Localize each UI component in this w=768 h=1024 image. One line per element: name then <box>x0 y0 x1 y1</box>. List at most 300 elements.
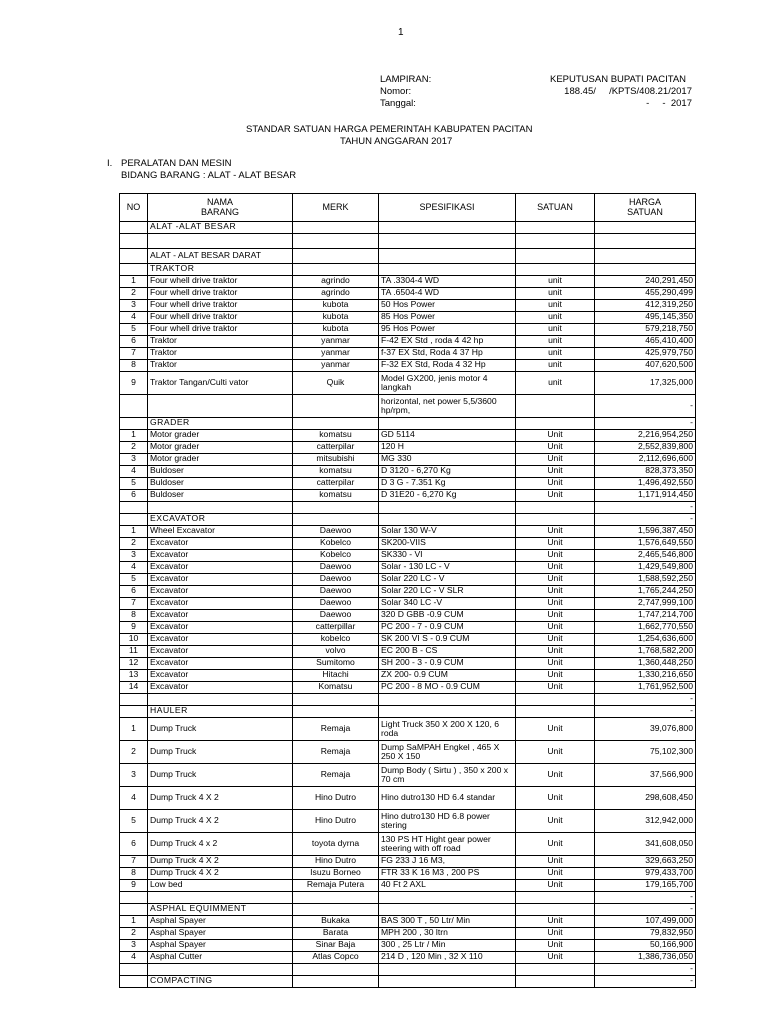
cell-nama: Asphal Spayer <box>148 916 293 928</box>
cell-no: 6 <box>120 490 148 502</box>
cell-no: 2 <box>120 538 148 550</box>
cell-har: 39,076,800 <box>595 718 696 741</box>
cell-sat: unit <box>516 360 595 372</box>
cell-spec: Solar - 130 LC - V <box>379 562 516 574</box>
document-title: STANDAR SATUAN HARGA PEMERINTAH KABUPATEN PACITAN <box>246 124 533 135</box>
table-row <box>120 610 696 622</box>
cell-merk <box>293 976 379 988</box>
table-row <box>120 964 696 976</box>
cell-sat: Unit <box>516 574 595 586</box>
cell-sat <box>516 514 595 526</box>
cell-no <box>120 514 148 526</box>
cell-nama: ALAT -ALAT BESAR <box>148 222 293 234</box>
cell-har: 1,496,492,550 <box>595 478 696 490</box>
cell-no: 1 <box>120 718 148 741</box>
cell-no: 4 <box>120 787 148 810</box>
category-row <box>120 264 696 276</box>
cell-merk: kubota <box>293 324 379 336</box>
cell-sat: Unit <box>516 622 595 634</box>
cell-spec: F-42 EX Std , roda 4 42 hp <box>379 336 516 348</box>
table-row <box>120 372 696 395</box>
cell-nama: Traktor <box>148 348 293 360</box>
cell-har: 1,596,387,450 <box>595 526 696 538</box>
nomor-label: Nomor: <box>380 86 412 97</box>
cell-spec: Dump SaMPAH Engkel , 465 X 250 X 150 <box>379 741 516 764</box>
cell-sat: Unit <box>516 538 595 550</box>
cell-spec: PC 200 - 7 - 0.9 CUM <box>379 622 516 634</box>
cell-sat: Unit <box>516 810 595 833</box>
table-row <box>120 718 696 741</box>
cell-nama: Traktor Tangan/Culti vator <box>148 372 293 395</box>
cell-merk: komatsu <box>293 466 379 478</box>
cell-spec <box>379 222 516 234</box>
cell-har <box>595 222 696 234</box>
table-row <box>120 454 696 466</box>
cell-no: 3 <box>120 550 148 562</box>
cell-sat: Unit <box>516 610 595 622</box>
cell-no <box>120 222 148 234</box>
cell-har: 465,410,400 <box>595 336 696 348</box>
cell-spec: ZX 200- 0.9 CUM <box>379 670 516 682</box>
cell-har: - <box>595 514 696 526</box>
table-row <box>120 550 696 562</box>
table-row <box>120 622 696 634</box>
cell-sat: Unit <box>516 430 595 442</box>
cell-sat: unit <box>516 288 595 300</box>
cell-sat: Unit <box>516 598 595 610</box>
cell-sat: unit <box>516 372 595 395</box>
cell-spec: 95 Hos Power <box>379 324 516 336</box>
table-row <box>120 249 696 264</box>
cell-merk: Sinar Baja <box>293 940 379 952</box>
cell-har: - <box>595 964 696 976</box>
cell-nama: HAULER <box>148 706 293 718</box>
cell-har: 1,761,952,500 <box>595 682 696 694</box>
cell-sat: Unit <box>516 658 595 670</box>
cell-har: - <box>595 706 696 718</box>
lampiran-value: KEPUTUSAN BUPATI PACITAN <box>550 74 687 85</box>
cell-merk: Kobelco <box>293 550 379 562</box>
cell-sat <box>516 976 595 988</box>
cell-sat <box>516 502 595 514</box>
cell-har: 407,620,500 <box>595 360 696 372</box>
cell-no: 4 <box>120 312 148 324</box>
cell-spec: Solar 220 LC - V <box>379 574 516 586</box>
cell-nama: Four whell drive traktor <box>148 324 293 336</box>
cell-sat: Unit <box>516 741 595 764</box>
cell-no: 9 <box>120 622 148 634</box>
cell-nama: Excavator <box>148 586 293 598</box>
cell-spec: Solar 340 LC -V <box>379 598 516 610</box>
cell-merk: Bukaka <box>293 916 379 928</box>
cell-nama: Dump Truck 4 x 2 <box>148 833 293 856</box>
cell-sat: Unit <box>516 490 595 502</box>
cell-har: 2,552,839,800 <box>595 442 696 454</box>
table-row <box>120 526 696 538</box>
table-row <box>120 312 696 324</box>
cell-spec: Hino dutro130 HD 6.4 standar <box>379 787 516 810</box>
cell-har: 1,254,636,600 <box>595 634 696 646</box>
cell-sat: Unit <box>516 856 595 868</box>
table-row <box>120 490 696 502</box>
cell-sat: Unit <box>516 454 595 466</box>
cell-har: 455,290,499 <box>595 288 696 300</box>
cell-nama: Buldoser <box>148 466 293 478</box>
cell-sat: unit <box>516 312 595 324</box>
cell-no: 3 <box>120 300 148 312</box>
cell-spec <box>379 976 516 988</box>
cell-merk: Isuzu Borneo <box>293 868 379 880</box>
cell-merk: kubota <box>293 312 379 324</box>
cell-no <box>120 904 148 916</box>
cell-nama: Excavator <box>148 646 293 658</box>
cell-merk: volvo <box>293 646 379 658</box>
cell-nama: Excavator <box>148 574 293 586</box>
cell-spec: SH 200 - 3 - 0.9 CUM <box>379 658 516 670</box>
cell-merk: Daewoo <box>293 610 379 622</box>
cell-spec <box>379 904 516 916</box>
table-row <box>120 833 696 856</box>
table-row <box>120 300 696 312</box>
cell-merk <box>293 514 379 526</box>
cell-no: 7 <box>120 598 148 610</box>
cell-nama: Excavator <box>148 550 293 562</box>
cell-sat <box>516 395 595 418</box>
tanggal-label: Tanggal: <box>380 98 416 109</box>
cell-no: 5 <box>120 478 148 490</box>
cell-sat: unit <box>516 276 595 288</box>
cell-sat: Unit <box>516 928 595 940</box>
cell-sat: Unit <box>516 526 595 538</box>
cell-spec: Light Truck 350 X 200 X 120, 6 roda <box>379 718 516 741</box>
table-row <box>120 430 696 442</box>
document-subtitle: TAHUN ANGGARAN 2017 <box>340 136 453 147</box>
cell-spec <box>379 706 516 718</box>
cell-merk: Quik <box>293 372 379 395</box>
table-row <box>120 670 696 682</box>
table-row <box>120 586 696 598</box>
cell-nama: GRADER <box>148 418 293 430</box>
col-header-satuan: SATUAN <box>516 194 595 222</box>
cell-spec <box>379 694 516 706</box>
cell-merk: agrindo <box>293 276 379 288</box>
cell-spec: 130 PS HT Hight gear power steering with off road <box>379 833 516 856</box>
cell-sat: Unit <box>516 952 595 964</box>
cell-no: 4 <box>120 562 148 574</box>
cell-spec: MPH 200 , 30 ltrn <box>379 928 516 940</box>
cell-har: 240,291,450 <box>595 276 696 288</box>
cell-spec: 85 Hos Power <box>379 312 516 324</box>
cell-sat: unit <box>516 336 595 348</box>
cell-spec: 320 D GBB -0.9 CUM <box>379 610 516 622</box>
col-header-spesifikasi: SPESIFIKASI <box>379 194 516 222</box>
cell-nama: Motor grader <box>148 442 293 454</box>
cell-nama: Four whell drive traktor <box>148 312 293 324</box>
cell-merk <box>293 502 379 514</box>
cell-merk <box>293 264 379 276</box>
cell-nama: Asphal Spayer <box>148 940 293 952</box>
cell-har: 1,765,244,250 <box>595 586 696 598</box>
cell-nama: Four whell drive traktor <box>148 300 293 312</box>
cell-nama: EXCAVATOR <box>148 514 293 526</box>
cell-no <box>120 892 148 904</box>
cell-no: 12 <box>120 658 148 670</box>
table-row <box>120 764 696 787</box>
table-row <box>120 694 696 706</box>
cell-har: 1,360,448,250 <box>595 658 696 670</box>
table-row <box>120 658 696 670</box>
cell-no: 11 <box>120 646 148 658</box>
cell-spec <box>379 234 516 249</box>
table-row <box>120 787 696 810</box>
cell-sat: unit <box>516 324 595 336</box>
cell-har: 1,429,549,800 <box>595 562 696 574</box>
cell-nama: Asphal Spayer <box>148 928 293 940</box>
cell-merk <box>293 892 379 904</box>
cell-nama <box>148 502 293 514</box>
cell-merk: kubota <box>293 300 379 312</box>
cell-har: 107,499,000 <box>595 916 696 928</box>
cell-nama: Excavator <box>148 682 293 694</box>
cell-no: 5 <box>120 574 148 586</box>
cell-spec <box>379 964 516 976</box>
cell-spec: FTR 33 K 16 M3 , 200 PS <box>379 868 516 880</box>
cell-merk: Sumitomo <box>293 658 379 670</box>
cell-nama: Motor grader <box>148 430 293 442</box>
category-row <box>120 904 696 916</box>
cell-har: 341,608,050 <box>595 833 696 856</box>
cell-spec: D 3120 - 6,270 Kg <box>379 466 516 478</box>
cell-har: 298,608,450 <box>595 787 696 810</box>
table-row <box>120 538 696 550</box>
cell-sat: Unit <box>516 550 595 562</box>
cell-sat: Unit <box>516 787 595 810</box>
cell-no: 5 <box>120 324 148 336</box>
cell-merk <box>293 964 379 976</box>
cell-merk <box>293 249 379 264</box>
cell-spec: TA .3304-4 WD <box>379 276 516 288</box>
table-row <box>120 952 696 964</box>
cell-no: 3 <box>120 940 148 952</box>
cell-merk: Daewoo <box>293 562 379 574</box>
cell-merk: Daewoo <box>293 526 379 538</box>
table-row <box>120 810 696 833</box>
cell-sat: Unit <box>516 868 595 880</box>
cell-har: 1,768,582,200 <box>595 646 696 658</box>
bidang-barang: BIDANG BARANG : ALAT - ALAT BESAR <box>121 170 297 181</box>
cell-har: - <box>595 976 696 988</box>
cell-merk: Daewoo <box>293 598 379 610</box>
cell-merk: Hino Dutro <box>293 810 379 833</box>
cell-nama: ALAT - ALAT BESAR DARAT <box>148 249 293 264</box>
cell-merk: Remaja <box>293 764 379 787</box>
cell-nama <box>148 694 293 706</box>
cell-nama <box>148 395 293 418</box>
cell-har: 579,218,750 <box>595 324 696 336</box>
table-row <box>120 682 696 694</box>
cell-nama: Four whell drive traktor <box>148 288 293 300</box>
table-row <box>120 395 696 418</box>
cell-no: 5 <box>120 810 148 833</box>
cell-nama <box>148 892 293 904</box>
cell-merk: Remaja <box>293 718 379 741</box>
cell-nama: COMPACTING <box>148 976 293 988</box>
section-title: PERALATAN DAN MESIN <box>121 158 232 169</box>
cell-nama: Excavator <box>148 598 293 610</box>
table-row <box>120 598 696 610</box>
cell-nama: Excavator <box>148 538 293 550</box>
table-row <box>120 916 696 928</box>
cell-sat: Unit <box>516 764 595 787</box>
cell-merk: Hino Dutro <box>293 787 379 810</box>
cell-merk <box>293 904 379 916</box>
cell-nama <box>148 234 293 249</box>
cell-sat: Unit <box>516 562 595 574</box>
cell-no: 9 <box>120 880 148 892</box>
cell-spec <box>379 249 516 264</box>
table-row <box>120 574 696 586</box>
cell-har: 1,662,770,550 <box>595 622 696 634</box>
cell-nama: Low bed <box>148 880 293 892</box>
cell-spec <box>379 264 516 276</box>
cell-no: 3 <box>120 764 148 787</box>
cell-har: 1,330,216,650 <box>595 670 696 682</box>
table-row <box>120 562 696 574</box>
category-row <box>120 976 696 988</box>
cell-nama: Wheel Excavator <box>148 526 293 538</box>
category-row <box>120 222 696 234</box>
cell-merk: kobelco <box>293 634 379 646</box>
cell-merk <box>293 222 379 234</box>
table-row <box>120 276 696 288</box>
cell-merk: mitsubishi <box>293 454 379 466</box>
cell-sat <box>516 222 595 234</box>
cell-spec: TA .6504-4 WD <box>379 288 516 300</box>
cell-merk: komatsu <box>293 430 379 442</box>
cell-spec <box>379 502 516 514</box>
cell-nama: Dump Truck 4 X 2 <box>148 810 293 833</box>
lampiran-label: LAMPIRAN: <box>380 74 432 85</box>
cell-spec: 40 Ft 2 AXL <box>379 880 516 892</box>
cell-har: 1,588,592,250 <box>595 574 696 586</box>
cell-merk: Hino Dutro <box>293 856 379 868</box>
cell-merk: Atlas Copco <box>293 952 379 964</box>
cell-sat: Unit <box>516 833 595 856</box>
cell-spec: horizontal, net power 5,5/3600 hp/rpm, <box>379 395 516 418</box>
cell-har: 1,747,214,700 <box>595 610 696 622</box>
cell-nama: Excavator <box>148 622 293 634</box>
cell-spec: EC 200 B - CS <box>379 646 516 658</box>
cell-no: 8 <box>120 610 148 622</box>
nomor-value: 188.45/ /KPTS/408.21/2017 <box>564 86 692 97</box>
table-row <box>120 646 696 658</box>
cell-no: 2 <box>120 442 148 454</box>
cell-sat <box>516 694 595 706</box>
cell-spec: GD 5114 <box>379 430 516 442</box>
cell-har: 495,145,350 <box>595 312 696 324</box>
cell-har <box>595 249 696 264</box>
cell-sat: Unit <box>516 646 595 658</box>
cell-har: 828,373,350 <box>595 466 696 478</box>
cell-har <box>595 264 696 276</box>
col-header-no: NO <box>120 194 148 222</box>
table-body <box>120 222 696 988</box>
cell-nama: Dump Truck <box>148 764 293 787</box>
cell-spec: f-37 EX Std, Roda 4 37 Hp <box>379 348 516 360</box>
cell-merk: Barata <box>293 928 379 940</box>
cell-no: 1 <box>120 526 148 538</box>
cell-har: 425,979,750 <box>595 348 696 360</box>
table-row <box>120 868 696 880</box>
cell-nama: Traktor <box>148 360 293 372</box>
cell-har: - <box>595 694 696 706</box>
cell-har: 2,747,999,100 <box>595 598 696 610</box>
cell-spec <box>379 418 516 430</box>
cell-no: 4 <box>120 952 148 964</box>
cell-sat <box>516 249 595 264</box>
cell-merk: Remaja Putera <box>293 880 379 892</box>
cell-spec: D 3 G - 7.351 Kg <box>379 478 516 490</box>
cell-merk: yanmar <box>293 336 379 348</box>
cell-spec: SK 200 VI S - 0.9 CUM <box>379 634 516 646</box>
cell-sat <box>516 964 595 976</box>
cell-har: 179,165,700 <box>595 880 696 892</box>
cell-sat: Unit <box>516 718 595 741</box>
cell-nama: Buldoser <box>148 490 293 502</box>
cell-har: 75,102,300 <box>595 741 696 764</box>
cell-sat: Unit <box>516 478 595 490</box>
table-row <box>120 234 696 249</box>
cell-sat <box>516 892 595 904</box>
cell-merk <box>293 694 379 706</box>
table-row <box>120 880 696 892</box>
cell-nama: Dump Truck <box>148 718 293 741</box>
table-row <box>120 940 696 952</box>
cell-no: 4 <box>120 466 148 478</box>
cell-merk: catterpillar <box>293 622 379 634</box>
category-row <box>120 706 696 718</box>
cell-spec: SK200-VIIS <box>379 538 516 550</box>
cell-nama: Dump Truck 4 X 2 <box>148 787 293 810</box>
table-row <box>120 634 696 646</box>
cell-no: 10 <box>120 634 148 646</box>
cell-spec <box>379 892 516 904</box>
cell-nama: Traktor <box>148 336 293 348</box>
cell-har: 79,832,950 <box>595 928 696 940</box>
cell-har: 312,942,000 <box>595 810 696 833</box>
cell-merk: yanmar <box>293 360 379 372</box>
cell-spec: FG 233 J 16 M3, <box>379 856 516 868</box>
cell-sat <box>516 418 595 430</box>
cell-nama: Excavator <box>148 562 293 574</box>
cell-no <box>120 418 148 430</box>
cell-sat: Unit <box>516 466 595 478</box>
table-row <box>120 288 696 300</box>
table-row <box>120 442 696 454</box>
cell-nama: ASPHAL EQUIMMENT <box>148 904 293 916</box>
cell-no: 6 <box>120 833 148 856</box>
cell-no <box>120 234 148 249</box>
cell-no <box>120 264 148 276</box>
cell-merk <box>293 418 379 430</box>
table-row <box>120 348 696 360</box>
cell-no: 6 <box>120 336 148 348</box>
cell-har: 329,663,250 <box>595 856 696 868</box>
cell-no: 14 <box>120 682 148 694</box>
cell-merk: Kobelco <box>293 538 379 550</box>
cell-merk <box>293 395 379 418</box>
cell-har: 17,325,000 <box>595 372 696 395</box>
